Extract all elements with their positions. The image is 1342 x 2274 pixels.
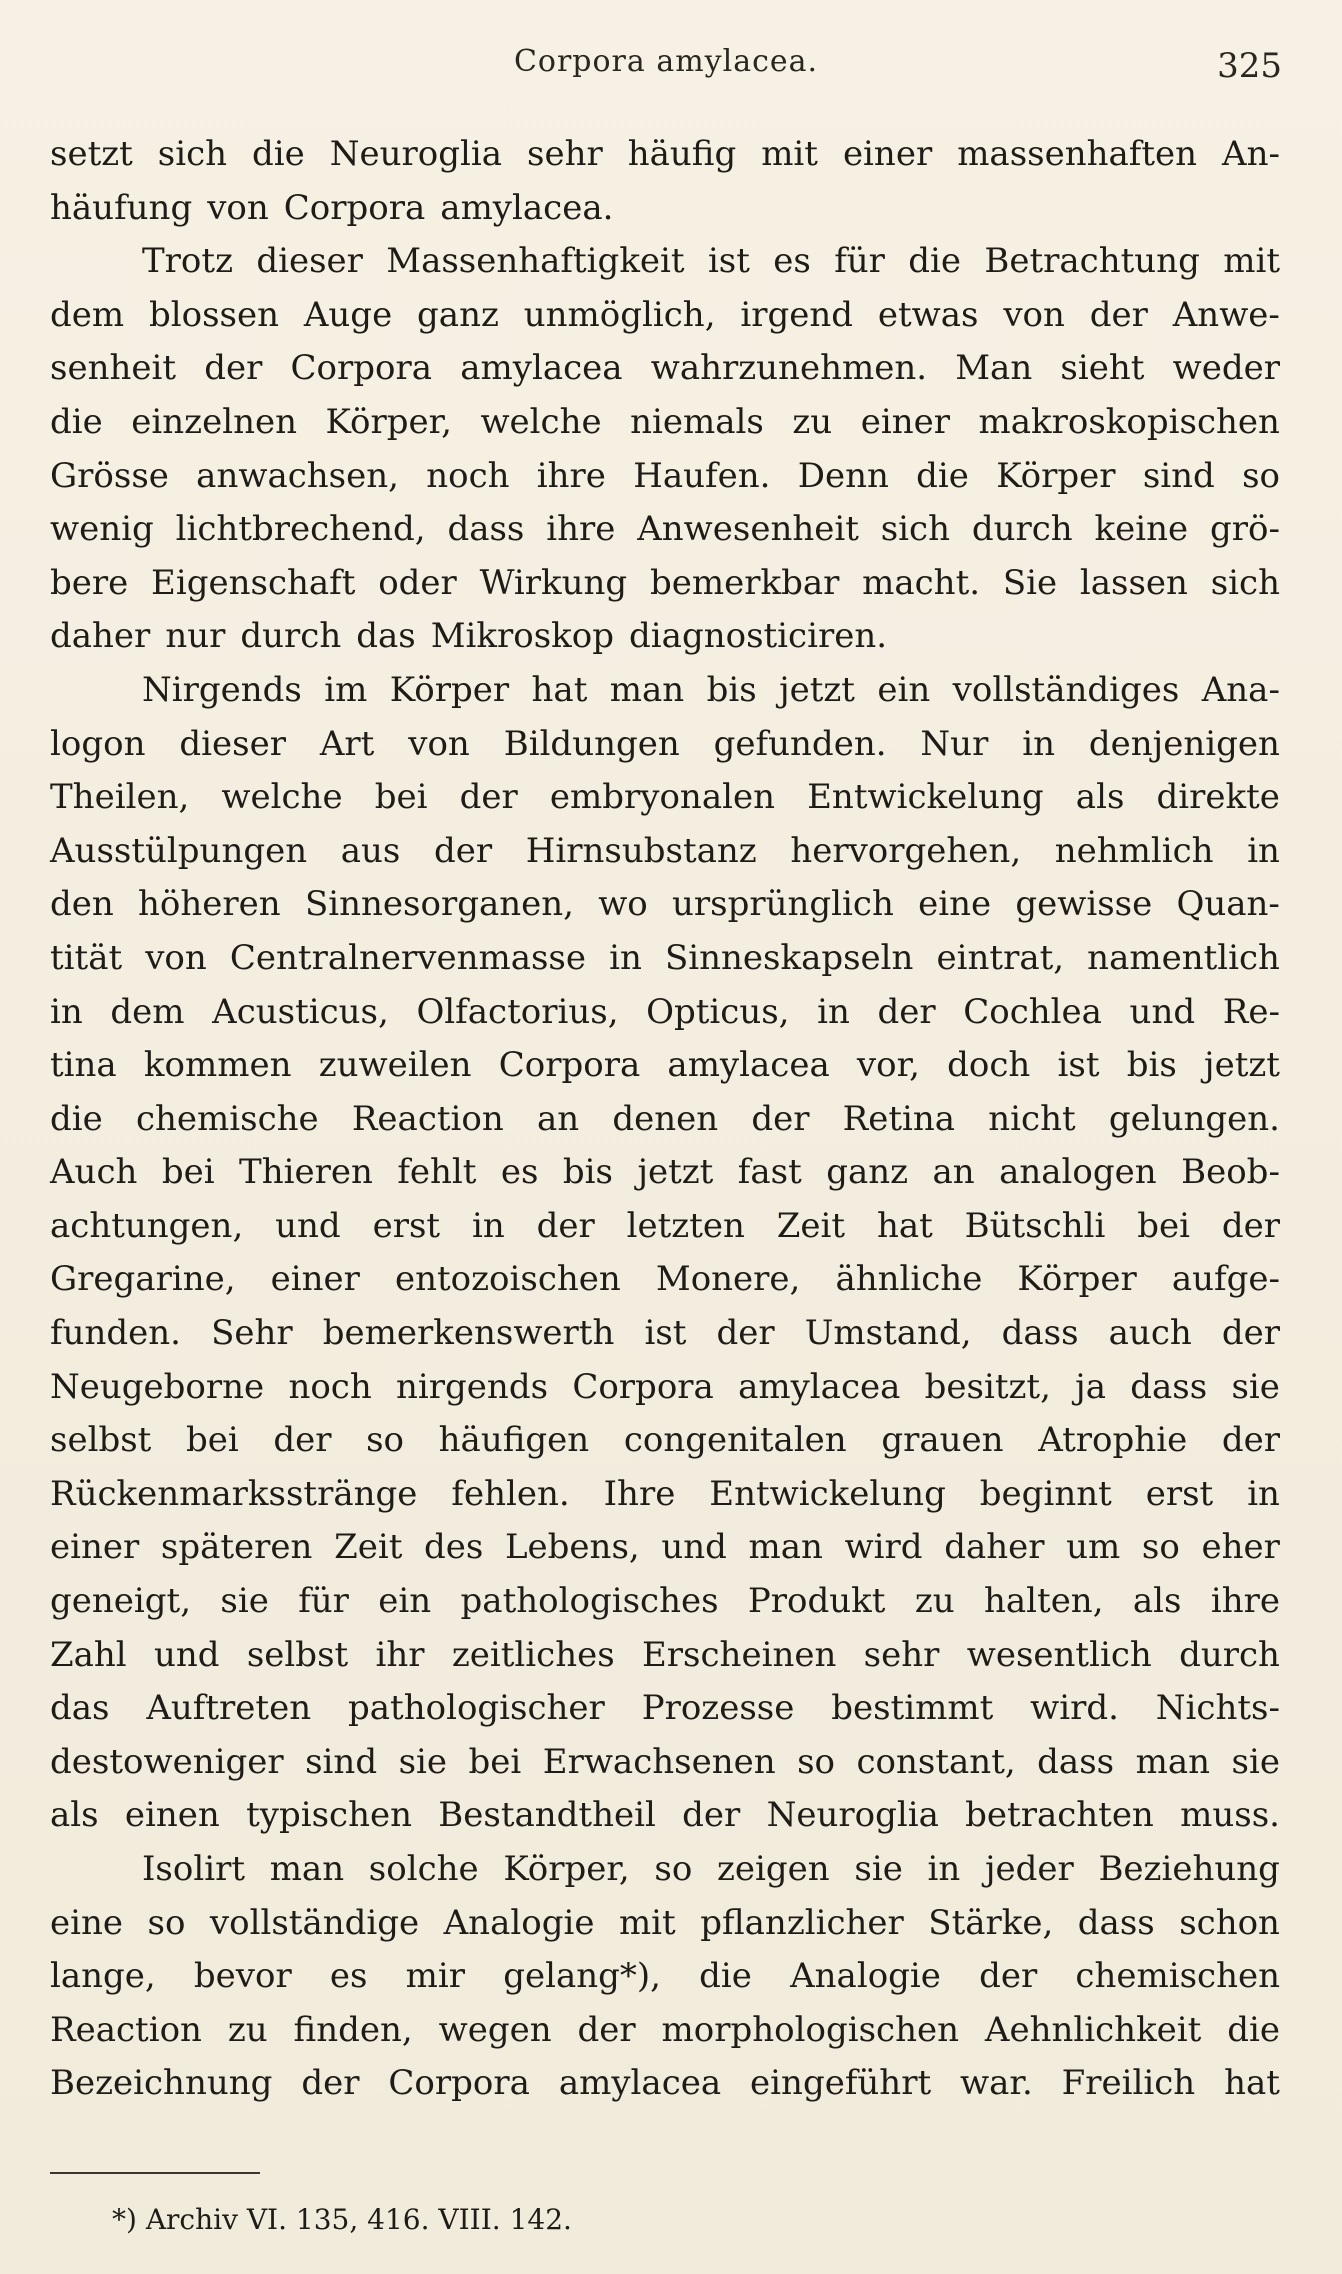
text-line: häufung von Corpora amylacea. [50, 187, 614, 228]
text-line: dem blossen Auge ganz unmöglich, irgend etwas von der Anwe- [50, 294, 1280, 335]
text-line: geneigt, sie für ein pathologisches Produkt zu halten, als ihre [50, 1581, 1280, 1622]
text-line: Isolirt man solche Körper, so zeigen sie in jeder Beziehung [142, 1849, 1280, 1889]
text-line: eine so vollständige Analogie mit pflanzlicher Stärke, dass schon [50, 1902, 1280, 1943]
text-line: Gregarine, einer entozoischen Monere, ähnliche Körper aufge- [50, 1259, 1280, 1300]
text-line: tina kommen zuweilen Corpora amylacea vor, doch ist bis jetzt [50, 1045, 1280, 1086]
text-line: logon dieser Art von Bildungen gefunden. Nur in denjenigen [50, 723, 1280, 764]
text-line: achtungen, und erst in der letzten Zeit hat Bütschli bei der [50, 1205, 1280, 1246]
text-line: wenig lichtbrechend, dass ihre Anwesenheit sich durch keine grö- [50, 509, 1280, 550]
text-line: Zahl und selbst ihr zeitliches Erscheinen sehr wesentlich durch [50, 1634, 1280, 1675]
text-line: Bezeichnung der Corpora amylacea eingeführt war. Freilich hat [50, 2063, 1280, 2104]
text-line: senheit der Corpora amylacea wahrzunehmen. Man sieht weder [50, 348, 1280, 389]
text-line: lange, bevor es mir gelang*), die Analogie der chemischen [50, 1956, 1280, 1997]
text-line: Auch bei Thieren fehlt es bis jetzt fast ganz an analogen Beob- [50, 1152, 1280, 1193]
text-line: Rückenmarksstränge fehlen. Ihre Entwickelung beginnt erst in [50, 1473, 1280, 1514]
text-line: Nirgends im Körper hat man bis jetzt ein vollständiges Ana- [142, 669, 1280, 710]
text-line: Reaction zu finden, wegen der morphologischen Aehnlichkeit die [50, 2009, 1280, 2050]
page-number: 325 [1217, 46, 1282, 86]
text-line: den höheren Sinnesorganen, wo ursprünglich eine gewisse Quan- [50, 884, 1280, 925]
text-line: bere Eigenschaft oder Wirkung bemerkbar macht. Sie lassen sich [50, 562, 1280, 603]
text-line: in dem Acusticus, Olfactorius, Opticus, in der Cochlea und Re- [50, 991, 1280, 1032]
body-text [50, 128, 1280, 2111]
footnote: *) Archiv VI. 135, 416. VIII. 142. [112, 2203, 572, 2236]
text-line: einer späteren Zeit des Lebens, und man wird daher um so eher [50, 1527, 1280, 1568]
text-line: daher nur durch das Mikroskop diagnosticiren. [50, 616, 888, 657]
text-line: destoweniger sind sie bei Erwachsenen so constant, dass man sie [50, 1741, 1280, 1782]
text-line: funden. Sehr bemerkenswerth ist der Umstand, dass auch der [50, 1313, 1280, 1354]
text-line: setzt sich die Neuroglia sehr häufig mit einer massenhaften An- [50, 134, 1280, 174]
text-line: die chemische Reaction an denen der Retina nicht gelungen. [50, 1098, 1280, 1139]
text-line: Trotz dieser Massenhaftigkeit ist es für die Betrachtung mit [142, 241, 1280, 282]
text-line: das Auftreten pathologischer Prozesse bestimmt wird. Nichts- [50, 1688, 1280, 1729]
text-line: als einen typischen Bestandtheil der Neuroglia betrachten muss. [50, 1795, 1280, 1836]
running-title: Corpora amylacea. [513, 44, 819, 79]
text-line: die einzelnen Körper, welche niemals zu einer makroskopischen [50, 401, 1280, 442]
text-line: tität von Centralnervenmasse in Sinneskapseln eintrat, namentlich [50, 937, 1280, 978]
footnote-divider [50, 2172, 260, 2174]
text-line: Neugeborne noch nirgends Corpora amylacea besitzt, ja dass sie [50, 1366, 1280, 1407]
text-line: Theilen, welche bei der embryonalen Entwickelung als direkte [50, 777, 1280, 818]
running-header [50, 44, 1282, 84]
text-line: selbst bei der so häufigen congenitalen grauen Atrophie der [50, 1420, 1280, 1461]
text-line: Grösse anwachsen, noch ihre Haufen. Denn die Körper sind so [50, 455, 1280, 496]
text-line: Ausstülpungen aus der Hirnsubstanz hervorgehen, nehmlich in [50, 830, 1280, 871]
